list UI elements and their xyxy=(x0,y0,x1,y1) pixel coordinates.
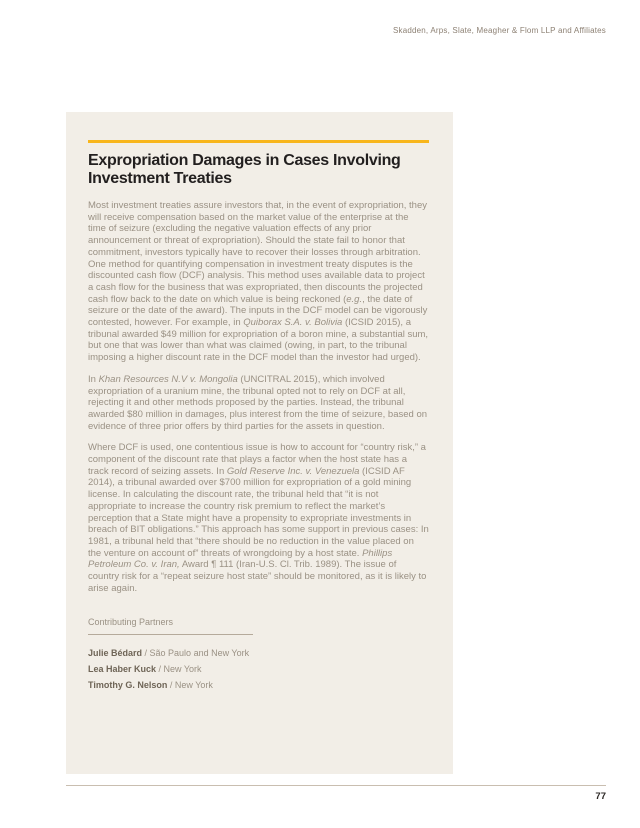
article-body xyxy=(88,200,429,595)
contributors-section xyxy=(88,617,429,693)
contributors-heading: Contributing Partners xyxy=(88,616,174,627)
page-number: 77 xyxy=(595,791,606,802)
partner-row xyxy=(88,661,429,677)
partner-name: Timothy G. Nelson xyxy=(88,679,168,690)
contributors-list xyxy=(88,645,429,693)
accent-rule xyxy=(88,140,429,143)
paragraph: In Khan Resources N.V v. Mongolia (UNCITRAL 2015), which involved expropriation of a uranium mine, the tribunal opted not to rely on DCF at all, rejecting it and other methods proposed by the parties. Instead, the tribunal awarded $80 million in damages, plus interest from the time of seizure, based on evidence of three prior offers by third parties for the assets in question. xyxy=(88,373,428,432)
contributors-rule xyxy=(88,634,253,635)
paragraph: Where DCF is used, one contentious issue is how to account for “country risk,” a component of the discount rate that plays a factor when the host state has a track record of seizing assets. In Gold Reserve Inc. v. Venezuela (ICSID AF 2014), a tribunal awarded over $700 million for expropriation of a gold mining license. In calculating the discount rate, the tribunal held that “it is not appropriate to increase the country risk premium to reflect the market’s perception that a State might have a propensity to expropriate investments in breach of BIT obligations.” This approach has some support in previous cases: In 1981, a tribunal held that “there should be no reduction in the value placed on the venture on account of” threats of wrongdoing by a host state. Phillips Petroleum Co. v. Iran, Award ¶ 111 (Iran-U.S. Cl. Trib. 1989). The issue of country risk for a “repeat seizure host state” should be monitored, as it is likely to arise again. xyxy=(88,442,429,594)
partner-name: Lea Haber Kuck xyxy=(88,663,157,674)
paragraph: Most investment treaties assure investors that, in the event of expropriation, they will receive compensation based on the market value of the enterprise at the time of seizure (excluding the negative valuation effects of any prior announcement or threat of expropriation). Should the state fail to honor that commitment, investors typically have to recover their losses through arbitration. One method for quantifying compensation in investment treaty disputes is the discounted cash flow (DCF) analysis. This method uses available data to project a cash flow for the business that was expropriated, then discounts the projected cash flow back to the date on which value is being reckoned (e.g., the date of seizure or the date of the award). The inputs in the DCF model can be vigorously contested, however. For example, in Quiborax S.A. v. Bolivia (ICSID 2015), a tribunal awarded $49 million for expropriation of a boron mine, a substantial sum, but one that was lower than what was claimed (owing, in part, to the tribunal imposing a higher discount rate in the DCF model than the investor had urged). xyxy=(88,200,429,364)
partner-name: Julie Bédard xyxy=(88,647,143,658)
partner-location: / New York xyxy=(167,679,213,690)
partner-location: / New York xyxy=(156,663,202,674)
partner-location: / São Paulo and New York xyxy=(142,647,250,658)
partner-row xyxy=(88,645,429,661)
article-title: Expropriation Damages in Cases Involving Investment Treaties xyxy=(88,152,401,187)
partner-row xyxy=(88,677,429,693)
footer-rule xyxy=(66,785,606,786)
header-firm-name: Skadden, Arps, Slate, Meagher & Flom LLP and Affiliates xyxy=(392,26,606,35)
article-card xyxy=(66,112,453,774)
